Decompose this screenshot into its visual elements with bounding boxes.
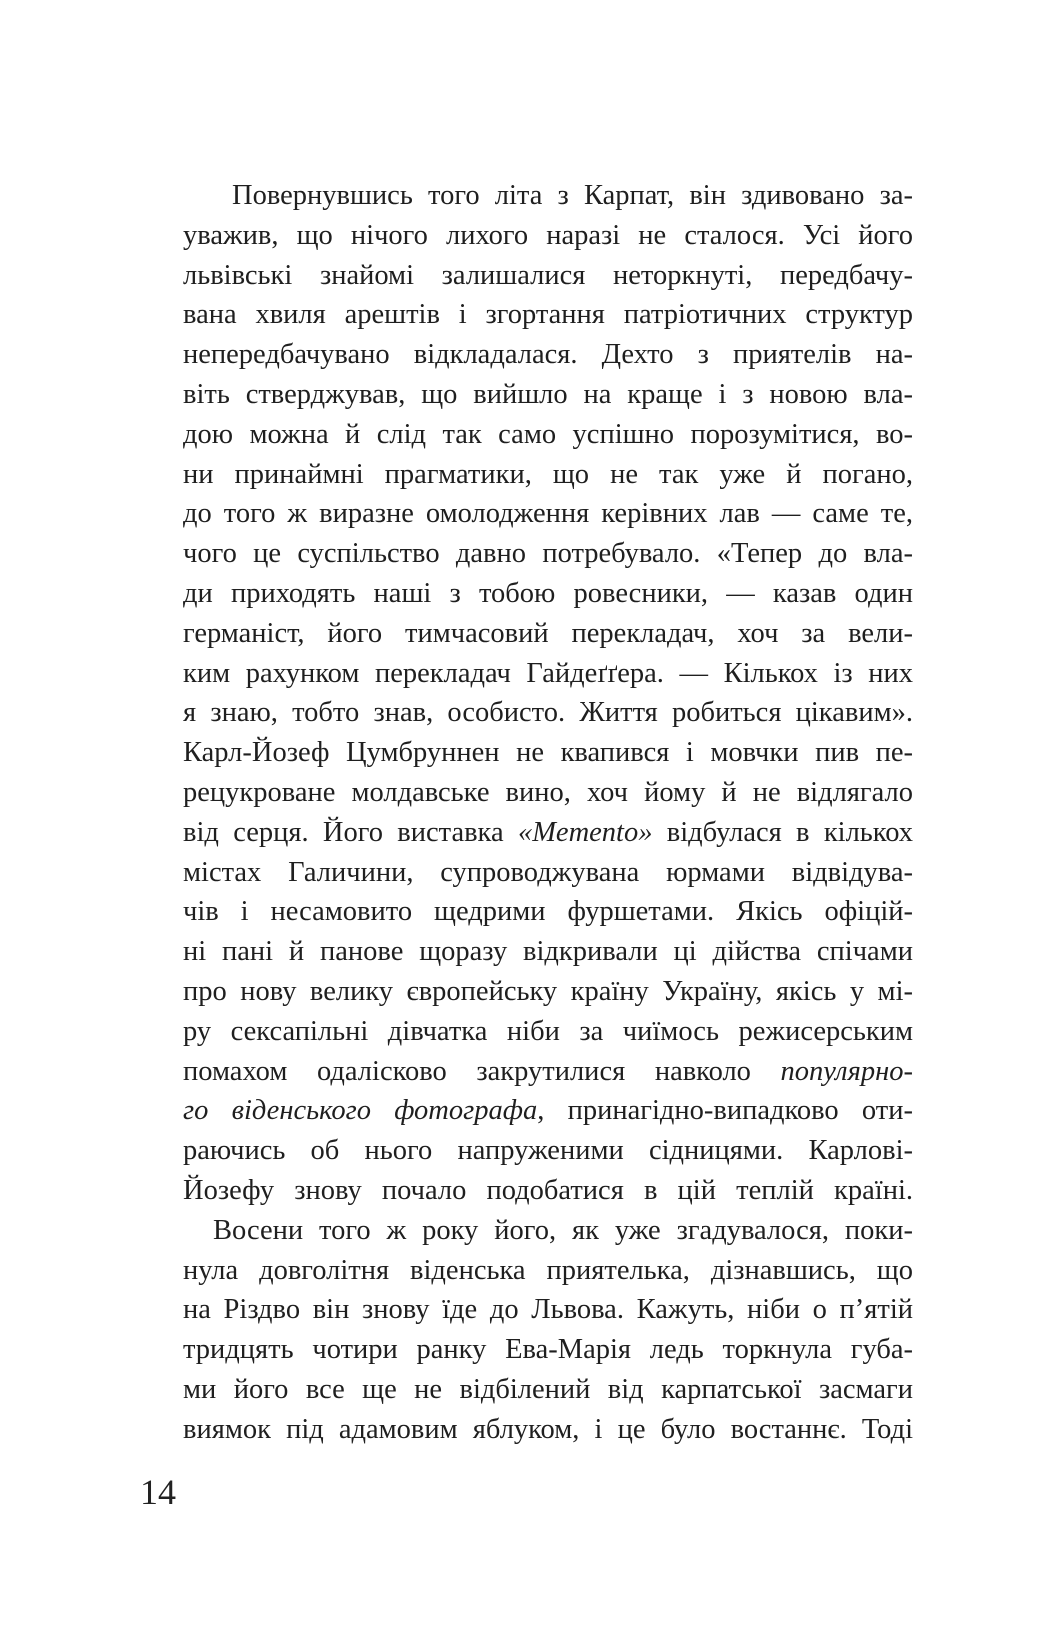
text-line: рецукроване молдавське вино, хоч йому й не відлягало bbox=[183, 776, 913, 808]
text-line: ру сексапільні дівчатка ніби за чиїмось режисерським bbox=[183, 1015, 913, 1047]
text-line: виямок під адамовим яблуком, і це було востаннє. Тоді bbox=[183, 1413, 913, 1445]
text-line: го віденського фотографа, принагідно-випадково оти- bbox=[183, 1095, 913, 1127]
text-line: Карл-Йозеф Цумбруннен не квапився і мовчки пив пе- bbox=[183, 737, 913, 769]
text-line: львівські знайомі залишалися неторкнуті, передбачу- bbox=[183, 259, 913, 291]
text-line: ні пані й панове щоразу відкривали ці дійства спічами bbox=[183, 936, 913, 968]
text-line: містах Галичини, супроводжувана юрмами відвідува- bbox=[183, 856, 913, 888]
text-line: нула довголітня віденська приятелька, дізнавшись, що bbox=[183, 1254, 913, 1286]
text-line: раючись об нього напруженими сідницями. Карлові- bbox=[183, 1135, 913, 1167]
text-line: про нову велику європейську країну Україну, якісь у мі- bbox=[183, 975, 913, 1007]
text-line: уважив, що нічого лихого наразі не сталося. Усі його bbox=[183, 219, 913, 251]
text-line: ди приходять наші з тобою ровесники, — казав один bbox=[183, 577, 913, 609]
text-line: ни принаймні прагматики, що не так уже й погано, bbox=[183, 458, 913, 490]
text-line: на Різдво він знову їде до Львова. Кажуть, ніби о п’ятій bbox=[183, 1294, 913, 1326]
page-number: 14 bbox=[140, 1472, 176, 1512]
text-line: вана хвиля арештів і згортання патріотичних структур bbox=[183, 299, 913, 331]
text-line: я знаю, тобто знав, особисто. Життя робиться цікавим». bbox=[183, 697, 913, 729]
text-line: чів і несамовито щедрими фуршетами. Якісь офіцій- bbox=[183, 896, 913, 928]
text-line: від серця. Його виставка «Memento» відбулася в кількох bbox=[183, 816, 913, 848]
text-line: чого це суспільство давно потребувало. «Тепер до вла- bbox=[183, 538, 913, 570]
text-line: ким рахунком перекладач Гайдеґґера. — Кількох із них bbox=[183, 657, 913, 689]
text-line: віть стверджував, що вийшло на краще і з новою вла- bbox=[183, 378, 913, 410]
text-line: непередбачувано відкладалася. Дехто з приятелів на- bbox=[183, 339, 913, 371]
paragraph bbox=[183, 176, 913, 1211]
text-line: дою можна й слід так само успішно порозумітися, во- bbox=[183, 418, 913, 450]
text-line: Восени того ж року його, як уже згадувалося, поки- bbox=[213, 1214, 913, 1246]
text-line: до того ж виразне омолодження керівних лав — саме те, bbox=[183, 498, 913, 530]
page-text bbox=[183, 176, 913, 1450]
text-line: Йозефу знову почало подобатися в цій теплій країні. bbox=[183, 1174, 913, 1206]
paragraph bbox=[183, 1211, 913, 1450]
text-line: тридцять чотири ранку Ева-Марія ледь торкнула губа- bbox=[183, 1334, 913, 1366]
text-line: ми його все ще не відбілений від карпатської засмаги bbox=[183, 1373, 913, 1405]
text-line: Повернувшись того літа з Карпат, він здивовано за- bbox=[232, 180, 913, 211]
text-line: германіст, його тимчасовий перекладач, хоч за вели- bbox=[183, 617, 913, 649]
text-line: помахом одалісково закрутилися навколо популярно- bbox=[183, 1055, 913, 1087]
